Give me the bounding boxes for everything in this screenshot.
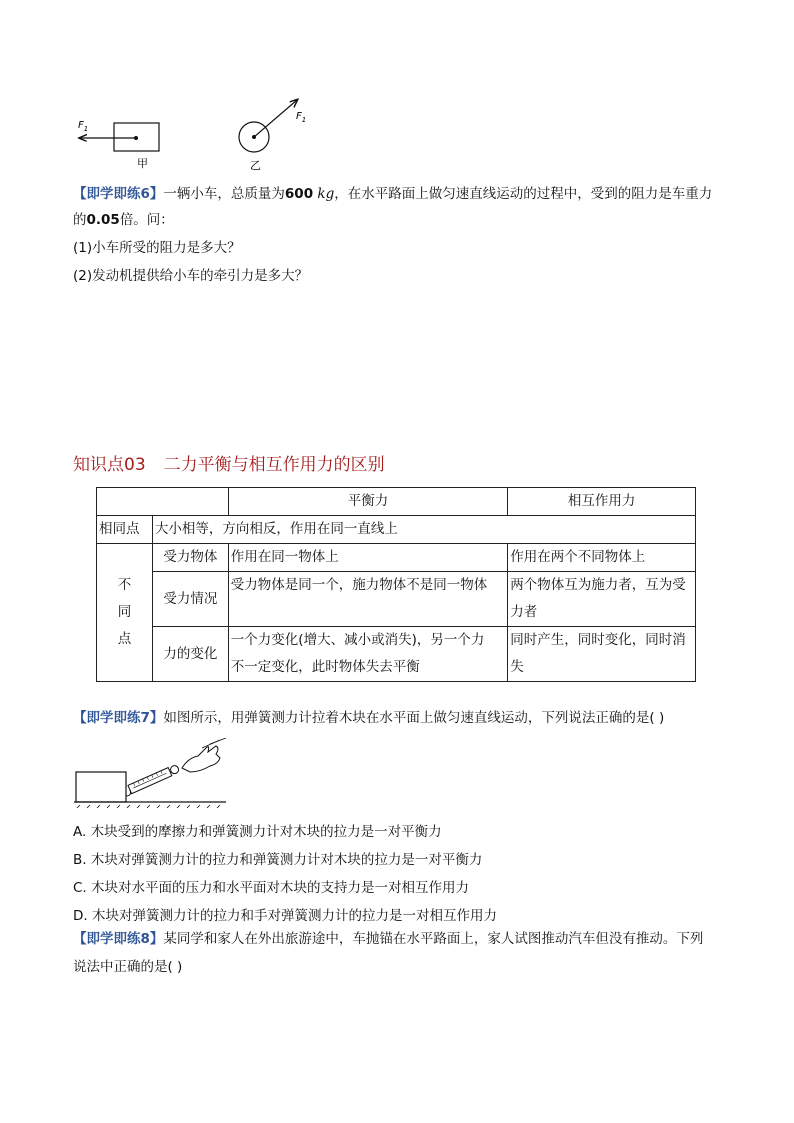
table-row [97, 572, 696, 627]
section-number: 知识点03 [73, 455, 146, 475]
figure-jia [78, 120, 159, 170]
table-cell: 两个物体互为施力者，互为受 力者 [508, 572, 696, 627]
table-cell: 大小相等，方向相反，作用在同一直线上 [152, 516, 695, 544]
label-jia: 甲 [137, 157, 148, 170]
table-row-label: 力的变化 [152, 627, 228, 682]
label-yi: 乙 [250, 159, 261, 172]
table-header-cell [97, 488, 229, 516]
table-cell: 同时产生，同时变化，同时消 失 [508, 627, 696, 682]
force-diagram-figure [70, 95, 330, 175]
table-row-label: 受力情况 [152, 572, 228, 627]
exercise-6-question-1: (1)小车所受的阻力是多大？ [73, 240, 241, 256]
table-row [97, 516, 696, 544]
exercise-tag: 【即学即练7】 [73, 710, 164, 726]
comparison-table [96, 487, 696, 682]
table-row-label: 受力物体 [152, 544, 228, 572]
exercise-7-text: 如图所示，用弹簧测力计拉着木块在水平面上做匀速直线运动，下列说法正确的是( ) [163, 710, 665, 726]
exercise-8-text: 某同学和家人在外出旅游途中，车抛锚在水平路面上，家人试图推动汽车但没有推动。下列 [163, 931, 704, 947]
table-cell: 作用在同一物体上 [228, 544, 508, 572]
force-label-f1: $F_1$ [78, 120, 89, 133]
figure-yi [239, 100, 306, 172]
wooden-block [76, 772, 126, 802]
section-title: 二力平衡与相互作用力的区别 [163, 455, 385, 475]
mass-unit: kg [317, 186, 335, 202]
hook [126, 790, 131, 796]
spring-scale-figure [70, 738, 230, 808]
mass-value: 600 [284, 186, 314, 202]
option-a[interactable]: A. 木块受到的摩擦力和弹簧测力计对木块的拉力是一对平衡力 [73, 824, 442, 840]
force-label-f1-yi: $F_1$ [296, 111, 307, 124]
table-row [97, 544, 696, 572]
table-row-label: 相同点 [97, 516, 153, 544]
exercise-6-text: 一辆小车，总质量为 [163, 186, 285, 202]
table-cell: 一个力变化(增大、减小或消失)，另一个力 不一定变化，此时物体失去平衡 [228, 627, 508, 682]
table-header-cell: 平衡力 [228, 488, 508, 516]
exercise-8-line-1 [73, 926, 703, 952]
hand-icon [182, 738, 226, 772]
section-heading [73, 450, 385, 475]
table-header-row [97, 488, 696, 516]
table-cell: 受力物体是同一个，施力物体不是同一物体 [228, 572, 508, 627]
option-c[interactable]: C. 木块对水平面的压力和水平面对木块的支持力是一对相互作用力 [73, 880, 470, 896]
table-row [97, 627, 696, 682]
option-b[interactable]: B. 木块对弹簧测力计的拉力和弹簧测力计对木块的拉力是一对平衡力 [73, 852, 483, 868]
ground-surface [74, 802, 226, 808]
table-cell: 作用在两个不同物体上 [508, 544, 696, 572]
exercise-tag: 【即学即练8】 [73, 931, 164, 947]
exercise-6-text-2: ，在水平路面上做匀速直线运动的过程中，受到的阻力是车重力 [334, 186, 713, 202]
exercise-6-question-2: (2)发动机提供给小车的牵引力是多大？ [73, 268, 309, 284]
exercise-6-line-1 [73, 181, 712, 207]
exercise-6-text-3: 倍。问： [119, 212, 174, 228]
exercise-6-line-2: 的0.05倍。问： [73, 212, 174, 228]
spring-scale [128, 764, 180, 794]
ratio-value: 0.05 [86, 212, 120, 228]
exercise-7-stem [73, 705, 664, 731]
option-d[interactable]: D. 木块对弹簧测力计的拉力和手对弹簧测力计的拉力是一对相互作用力 [73, 908, 497, 924]
exercise-tag: 【即学即练6】 [73, 186, 164, 202]
force-arrow-diagonal [254, 100, 297, 137]
exercise-8-line-2: 说法中正确的是( ) [73, 959, 183, 975]
table-header-cell: 相互作用力 [508, 488, 696, 516]
table-group-label: 不 同 点 [97, 544, 153, 682]
